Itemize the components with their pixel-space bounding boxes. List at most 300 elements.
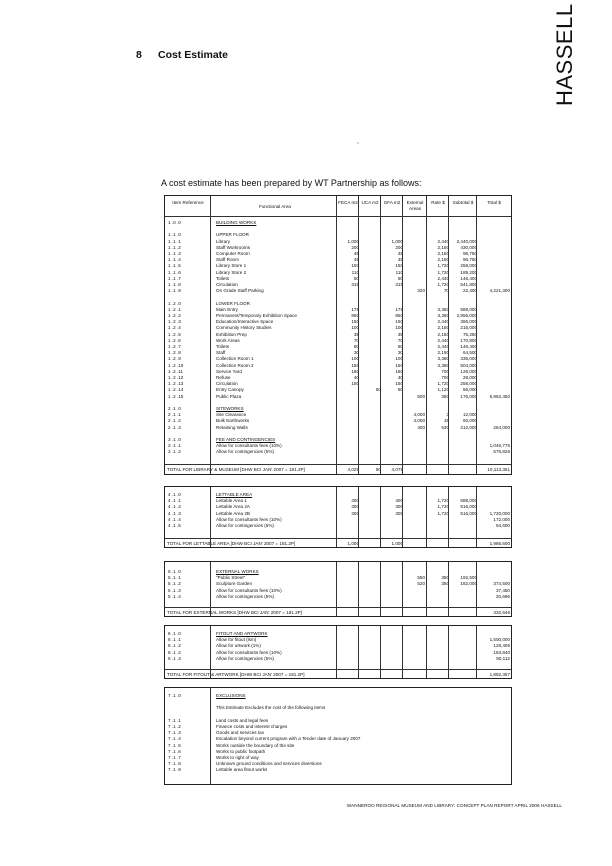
- cell-name: Works to public footpath: [216, 748, 266, 754]
- cell-gfa: 150: [395, 381, 403, 387]
- cell-name: Site Clearance: [216, 412, 247, 418]
- cell-ref: 5 .1 .4: [168, 593, 181, 599]
- cell-name: Work Areas: [216, 337, 240, 343]
- cell-feca: 400: [351, 498, 359, 504]
- cell-sub: 64,500: [462, 350, 477, 356]
- cost-table-exclusions: [164, 687, 512, 785]
- cell-rate: 2,440: [437, 275, 449, 281]
- grid-line: [402, 562, 403, 616]
- cell-ref: 1 .2 .15: [168, 393, 184, 399]
- cell-name: Lettable Area 2B: [216, 510, 250, 516]
- grid-line: [358, 487, 359, 547]
- cell-ref: 2 .1 .3: [168, 424, 181, 430]
- cell-gfa: 175: [395, 306, 403, 312]
- cell-gfa: 110: [395, 269, 403, 275]
- cell-rate: 350: [441, 575, 449, 581]
- cell-sub: 212,000: [460, 424, 477, 430]
- brand-logo: HASSELL: [552, 3, 577, 106]
- cell-name: Circulation: [216, 381, 238, 387]
- grid-line: [426, 487, 427, 547]
- page-footer: WANNEROO REGIONAL MUSEUM AND LIBRARY: CONCEPT PLAN REPORT APRIL 2006 HASSELL: [346, 803, 562, 808]
- cell-name: On Grade Staff Parking: [216, 288, 264, 294]
- cell-ref: 7 .1 .2: [168, 724, 181, 729]
- cell-tot: 20,696: [495, 593, 510, 599]
- total-label: TOTAL FOR EXTERNAL WORKS [DHW BCI JAN' 2007 = 181.2P]: [167, 610, 303, 615]
- cell-feca: 100: [351, 325, 359, 331]
- cell-ref: 5 .1 .3: [168, 587, 181, 593]
- grid-line: [426, 562, 427, 616]
- total-feca: 4,025: [347, 467, 359, 472]
- grid-line: [358, 626, 359, 678]
- cell-name: Bulk Earthworks: [216, 418, 250, 424]
- grid-line: [402, 626, 403, 678]
- cell-ref: 1 .2 .3: [168, 319, 181, 325]
- cell-name: Unknown ground conditions and services diversions: [216, 761, 322, 767]
- grid-line: [336, 562, 337, 616]
- cell-name: Community History Studies: [216, 325, 272, 331]
- total-label: TOTAL FOR FITOUT & ARTWORK [DHW BCI JAN' 2007 = 181.2P]: [167, 672, 305, 677]
- cell-ref: 2 .1 .1: [168, 412, 181, 418]
- cell-rate: 2,150: [437, 325, 449, 331]
- cell-name: EXTERNAL WORKS: [216, 569, 259, 574]
- cell-rate: 2,440: [437, 319, 449, 325]
- cell-sub: 146,400: [460, 344, 477, 349]
- total-gfa: 4,075: [391, 467, 403, 472]
- table-row: [165, 522, 511, 529]
- cell-rate: 1,720: [437, 498, 449, 504]
- cell-feca: 40: [353, 375, 359, 380]
- cell-feca: 300: [351, 504, 359, 510]
- cell-ref: 4 .1 .0: [168, 492, 181, 497]
- cell-rate: 350: [441, 393, 449, 399]
- total-value: 1,892,357: [489, 672, 510, 677]
- cell-name: Goods and services tax: [216, 730, 265, 736]
- grid-line: [426, 626, 427, 678]
- cell-name: Entry Canopy: [216, 387, 244, 393]
- cell-name: Escalation beyond current program with a Tender date of January 2007: [216, 736, 361, 742]
- grid-line: [448, 196, 449, 474]
- header-feca: FECA m2: [338, 200, 358, 205]
- cell-rate: 2,150: [437, 251, 449, 256]
- cell-ref: 7 .1 .0: [168, 693, 181, 698]
- header-subtotal: Subtotal $: [452, 200, 474, 205]
- cell-name: Public Plaza: [216, 393, 242, 399]
- cell-ref: 1 .2 .1: [168, 306, 181, 312]
- cell-ref: 3 .1 .2: [168, 449, 181, 455]
- cell-feca: 850: [351, 313, 359, 318]
- cell-gfa: 70: [397, 337, 403, 343]
- cell-ref: 1 .1 .8: [168, 282, 181, 287]
- cell-feca: 315: [351, 282, 359, 287]
- cell-name: Staff: [216, 350, 226, 356]
- cell-ref: 1 .1 .7: [168, 275, 181, 281]
- cell-ref: 1 .1 .6: [168, 269, 181, 275]
- cell-ref: 1 .2 .8: [168, 350, 181, 356]
- cell-sub: 2,440,000: [456, 238, 477, 244]
- cell-feca: 50: [353, 275, 359, 281]
- total-label: TOTAL FOR LIBRARY & MUSEUM [DHW BCI JAN' 2007 = 181.2P]: [167, 467, 305, 472]
- cell-tot: 576,826: [493, 449, 510, 455]
- cell-sub: 75,250: [462, 331, 477, 337]
- cell-name: Allow for contingencies (5%): [216, 593, 274, 599]
- cell-name: This Estimate Excludes the cost of the following items: [216, 705, 326, 711]
- cell-name: LETTABLE AREA: [216, 492, 253, 497]
- cell-rate: 2,150: [437, 244, 449, 250]
- cell-sub: 430,000: [460, 244, 477, 250]
- cell-feca: 45: [353, 257, 359, 263]
- cost-table-fitout-artwork: [164, 625, 512, 679]
- cell-rate: 3: [446, 412, 449, 418]
- cell-sub: 336,000: [460, 356, 477, 362]
- grid-line: [476, 562, 477, 616]
- cell-name: Main Entry: [216, 306, 238, 312]
- cell-name: Staff Room: [216, 257, 239, 263]
- table-row: [165, 655, 511, 662]
- cell-name: Collection Room 1: [216, 356, 254, 362]
- cell-gfa: 850: [395, 313, 403, 318]
- cell-ref: 1 .2 .13: [168, 381, 184, 387]
- cell-ref: 2 .1 .0: [168, 406, 181, 411]
- total-gfa: 1,000: [391, 541, 403, 546]
- cell-ref: 1 .1 .1: [168, 238, 181, 244]
- cell-ref: 1 .2 .12: [168, 375, 184, 380]
- cell-name: "Public Street": [216, 575, 246, 581]
- cell-rate: 15: [443, 418, 449, 424]
- cell-name: Lettable Area 2A: [216, 504, 250, 510]
- grid-line: [210, 196, 211, 474]
- cell-ext: 500: [417, 393, 425, 399]
- cell-sub: 189,200: [460, 269, 477, 275]
- cell-feca: 45: [353, 251, 359, 256]
- grid-line: [402, 487, 403, 547]
- cell-feca: 150: [351, 319, 359, 325]
- cell-name: FITOUT AND ARTWORK: [216, 631, 268, 636]
- cell-tot: 1,500,000: [489, 637, 510, 643]
- cell-rate: 2,150: [437, 350, 449, 356]
- grid-line: [380, 196, 381, 474]
- cell-ref: 1 .1 .0: [168, 232, 181, 238]
- cell-ref: 1 .0 .0: [168, 220, 181, 225]
- cell-tot: 128,405: [493, 643, 510, 649]
- header-rate: Rate $: [431, 200, 445, 205]
- cell-ext: 4,000: [413, 412, 425, 418]
- grid-line: [380, 626, 381, 678]
- cell-name: Allow for artwork (1%): [216, 643, 261, 649]
- cell-gfa: 40: [397, 375, 403, 380]
- cell-feca: 30: [353, 350, 359, 356]
- cell-name: Library Store 1: [216, 263, 247, 269]
- cell-rate: 350: [441, 581, 449, 587]
- grid-line: [358, 562, 359, 616]
- cell-ref: 1 .1 .9: [168, 288, 181, 294]
- cell-gfa: 1,000: [391, 238, 403, 244]
- cell-gfa: 50: [397, 387, 403, 393]
- cell-ext: 4,000: [413, 418, 425, 424]
- cell-ref: 1 .2 .6: [168, 337, 181, 343]
- cell-sub: 126,000: [460, 368, 477, 374]
- cell-name: Lettable area fitout works: [216, 767, 268, 773]
- cell-ref: 7 .1 .5: [168, 742, 181, 748]
- cell-ref: 5 .1 .0: [168, 569, 181, 574]
- cell-ref: 1 .2 .14: [168, 387, 184, 393]
- cell-sub: 56,000: [462, 387, 477, 393]
- cell-sub: 146,400: [460, 275, 477, 281]
- cell-gfa: 200: [395, 244, 403, 250]
- cell-name: Allow for contingencies (5%): [216, 449, 274, 455]
- grid-line: [336, 196, 337, 474]
- cell-sub: 215,000: [460, 325, 477, 331]
- cell-rate: 2,150: [437, 331, 449, 337]
- cell-name: Refuse: [216, 375, 231, 380]
- cell-name: Land costs and legal fees: [216, 717, 269, 723]
- grid-line: [402, 196, 403, 474]
- cell-sub: 170,800: [460, 337, 477, 343]
- cell-rate: 2,440: [437, 238, 449, 244]
- cell-ref: 5 .1 .1: [168, 575, 181, 581]
- header-item-reference: Item Reference: [172, 200, 204, 205]
- cell-rate: 700: [441, 368, 449, 374]
- cell-ext: 550: [417, 575, 425, 581]
- cell-sub: 516,000: [460, 504, 477, 510]
- cell-sub: 366,000: [460, 319, 477, 325]
- cell-name: Works to right of way: [216, 755, 259, 760]
- cell-rate: 1,120: [437, 387, 449, 393]
- cost-table-external-works: [164, 561, 512, 617]
- cell-gfa: 150: [395, 319, 403, 325]
- cell-feca: 100: [351, 356, 359, 362]
- cell-name: Computer Room: [216, 251, 250, 256]
- cost-table-library-museum: [164, 195, 512, 475]
- cell-uca: 50: [375, 387, 381, 393]
- cell-tot: 90,112: [496, 655, 510, 661]
- cell-ref: 5 .1 .2: [168, 581, 181, 587]
- cell-ref: 1 .1 .5: [168, 263, 181, 269]
- cell-sub: 192,500: [460, 575, 477, 581]
- total-value: 432,646: [493, 610, 510, 615]
- cell-sub: 516,000: [460, 510, 477, 516]
- cell-ref: 7 .1 .6: [168, 748, 181, 754]
- cell-ref: 7 .1 .8: [168, 761, 181, 767]
- cell-rate: 70: [443, 288, 449, 294]
- cell-rate: 3,360: [437, 356, 449, 362]
- grid-line: [336, 626, 337, 678]
- cell-name: FEE AND CONTINGENCIES: [216, 437, 276, 442]
- table-row: [165, 766, 511, 773]
- cell-ref: 1 .2 .9: [168, 356, 181, 362]
- cell-ref: 1 .2 .11: [168, 368, 183, 374]
- cell-gfa: 300: [395, 510, 403, 516]
- header-total: Total $: [487, 200, 501, 205]
- cell-gfa: 150: [395, 362, 403, 368]
- cell-name: Allow for consultants fees (10%): [216, 516, 282, 522]
- cell-name: BUILDING WORKS: [216, 220, 257, 225]
- total-uca: 50: [375, 467, 381, 472]
- cell-name: Toilets: [216, 344, 230, 349]
- cell-ref: 7 .1 .9: [168, 767, 181, 773]
- grid-line: [210, 688, 211, 784]
- cell-rate: 530: [441, 424, 449, 430]
- cell-sub: 28,000: [462, 375, 477, 380]
- grid-line: [358, 196, 359, 474]
- cell-gfa: 60: [397, 275, 403, 281]
- cell-gfa: 60: [397, 344, 403, 349]
- cell-tot: 163,840: [493, 649, 510, 655]
- cell-ext: 400: [417, 424, 425, 430]
- cell-gfa: 30: [397, 350, 403, 356]
- cell-gfa: 300: [395, 504, 403, 510]
- cell-ref: 6 .1 .1: [168, 637, 181, 643]
- cell-ref: 1 .1 .2: [168, 244, 181, 250]
- cell-feca: 70: [353, 337, 359, 343]
- cell-name: Library: [216, 238, 231, 244]
- grid-line: [210, 487, 211, 547]
- cell-name: Circulation: [216, 282, 238, 287]
- cell-ref: 4 .1 .3: [168, 510, 181, 516]
- cell-tot: 172,000: [493, 516, 510, 522]
- grid-line: [476, 626, 477, 678]
- total-row: [165, 538, 511, 548]
- header-gfa: GFA m2: [383, 200, 401, 205]
- cell-rate: 3,360: [437, 362, 449, 368]
- cell-name: Allow for consultants fees (10%): [216, 443, 282, 449]
- total-row: [165, 669, 511, 679]
- cell-tot: 374,500: [493, 581, 510, 587]
- cell-feca: 150: [351, 362, 359, 368]
- cell-ref: 1 .2 .5: [168, 331, 181, 337]
- cell-name: Retaining Walls: [216, 424, 248, 430]
- stray-mark: ,: [357, 138, 359, 145]
- header-uca: UCA m2: [361, 200, 379, 205]
- cell-name: Finance costs and interest charges: [216, 724, 288, 729]
- total-row: [165, 464, 511, 474]
- cell-name: Exhibition Prep: [216, 331, 247, 337]
- cell-sub: 96,750: [462, 257, 477, 263]
- cell-feca: 1,000: [347, 238, 359, 244]
- cell-ref: 6 .1 .2: [168, 649, 181, 655]
- cell-rate: 1,720: [437, 381, 449, 387]
- grid-line: [448, 487, 449, 547]
- cell-gfa: 100: [395, 325, 403, 331]
- cell-sub: 688,000: [460, 498, 477, 504]
- cell-sub: 12,000: [462, 412, 477, 418]
- total-row: [165, 607, 511, 617]
- cell-ref: 7 .1 .7: [168, 755, 181, 760]
- cell-ref: 1 .1 .4: [168, 257, 181, 263]
- cell-gfa: 45: [397, 257, 403, 263]
- cell-ext: 520: [417, 581, 425, 587]
- cell-sub: 504,000: [460, 362, 477, 368]
- cell-tot: 37,450: [495, 587, 510, 593]
- cell-sub: 541,800: [460, 282, 477, 287]
- cell-ref: 1 .2 .10: [168, 362, 184, 368]
- cell-ref: 3 .1 .0: [168, 437, 181, 442]
- cell-ext: 320: [417, 288, 425, 294]
- grid-line: [476, 487, 477, 547]
- cell-sub: 258,000: [460, 381, 477, 387]
- cell-rate: 1,720: [437, 263, 449, 269]
- grid-line: [426, 196, 427, 474]
- grid-line: [448, 626, 449, 678]
- cell-name: Library Store 2: [216, 269, 247, 275]
- cell-name: Allow for contingencies (5%): [216, 655, 274, 661]
- cell-sub: 182,000: [460, 581, 477, 587]
- cell-rate: 1,720: [437, 282, 449, 287]
- cell-name: Sculpture Garden: [216, 581, 253, 587]
- cell-gfa: 35: [397, 331, 403, 337]
- total-feca: 1,000: [347, 541, 359, 546]
- cell-feca: 60: [353, 344, 359, 349]
- cell-rate: 2,440: [437, 344, 449, 349]
- cell-name: EXCLUSIONS: [216, 693, 246, 698]
- cell-gfa: 45: [397, 251, 403, 256]
- cell-sub: 22,400: [462, 288, 477, 294]
- page-title: Cost Estimate: [158, 49, 229, 61]
- cell-ref: 7 .1 .3: [168, 730, 181, 736]
- cell-tot: 4,221,300: [489, 288, 510, 294]
- intro-text: A cost estimate has been prepared by WT Partnership as follows:: [161, 178, 422, 188]
- cell-name: Education/Interactive Space: [216, 319, 274, 325]
- cell-feca: 150: [351, 263, 359, 269]
- cell-tot: 1,046,775: [489, 443, 510, 449]
- cell-name: Staff Workrooms: [216, 244, 251, 250]
- cell-tot: 284,000: [493, 424, 510, 430]
- cell-name: SITEWORKS: [216, 406, 244, 411]
- cell-ref: 3 .1 .1: [168, 443, 181, 449]
- cell-name: Lettable Area 1: [216, 498, 247, 504]
- cell-rate: 3,360: [437, 313, 449, 318]
- total-label: TOTAL FOR LETTABLE AREA [DHW BCI JAN' 2007 = 181.2P]: [167, 541, 296, 546]
- cell-gfa: 180: [395, 368, 403, 374]
- grid-line: [448, 562, 449, 616]
- cell-tot: 5,962,450: [489, 393, 510, 399]
- cell-feca: 180: [351, 368, 359, 374]
- cell-ref: 4 .1 .4: [168, 516, 181, 522]
- grid-line: [380, 562, 381, 616]
- cell-ref: 7 .1 .4: [168, 736, 181, 742]
- cell-name: Collection Room 2: [216, 362, 254, 368]
- cell-rate: 2,440: [437, 337, 449, 343]
- cell-feca: 200: [351, 244, 359, 250]
- cell-ref: 2 .1 .2: [168, 418, 181, 424]
- table-row: [165, 448, 511, 455]
- grid-line: [210, 562, 211, 616]
- cell-ref: 4 .1 .5: [168, 523, 181, 528]
- cell-feca: 110: [351, 269, 359, 275]
- grid-line: [336, 487, 337, 547]
- cost-table-lettable-area: [164, 486, 512, 548]
- cell-ref: 1 .2 .0: [168, 300, 181, 306]
- cell-sub: 175,000: [460, 393, 477, 399]
- cell-tot: 94,600: [495, 523, 510, 528]
- cell-ref: 4 .1 .2: [168, 504, 181, 510]
- cell-ref: 1 .2 .4: [168, 325, 181, 331]
- cell-sub: 60,000: [462, 418, 477, 424]
- header-external: External Areas: [406, 200, 424, 211]
- cell-name: UPPER FLOOR: [216, 232, 249, 238]
- total-value: 1,986,600: [489, 541, 510, 546]
- cell-feca: 35: [353, 331, 359, 337]
- cell-ref: 1 .2 .2: [168, 313, 181, 318]
- cell-feca: 300: [351, 510, 359, 516]
- cell-name: Allow for consultants fees (10%): [216, 587, 282, 593]
- cell-rate: 1,720: [437, 510, 449, 516]
- cell-sub: 258,000: [460, 263, 477, 269]
- cell-name: Permanent/Temporary Exhibition Space: [216, 313, 297, 318]
- cell-ref: 1 .2 .7: [168, 344, 181, 349]
- cell-gfa: 400: [395, 498, 403, 504]
- grid-line: [476, 196, 477, 474]
- cell-name: Toilets: [216, 275, 230, 281]
